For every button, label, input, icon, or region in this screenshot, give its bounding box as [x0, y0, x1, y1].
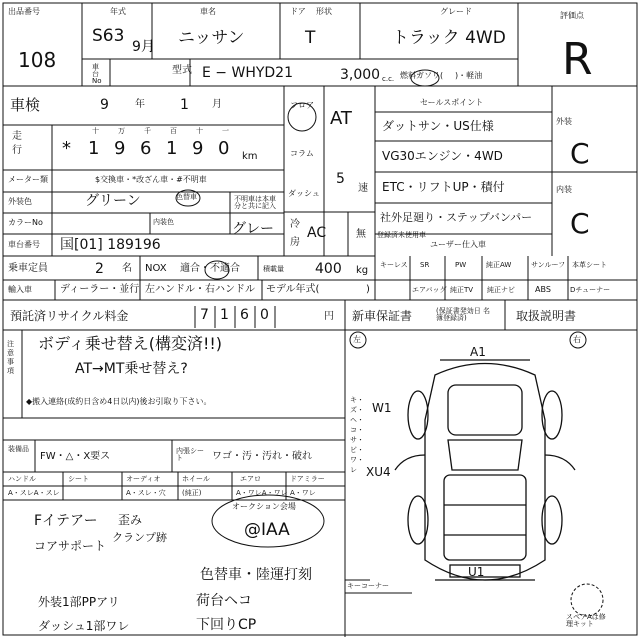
interior-value: グレー	[232, 221, 274, 237]
reg-value: 国[01] 189196	[60, 237, 161, 253]
equip-handle: ハンドル	[8, 475, 36, 483]
meter-text: $交換車・*改ざん車・#不明車	[95, 175, 207, 184]
ext-grade-label: 外装	[556, 117, 572, 126]
equip-label: 装備品	[8, 445, 29, 453]
shift-floor: フロア	[290, 101, 314, 110]
equip-cond: ワゴ・汚・汚れ・破れ	[212, 451, 312, 462]
notes-notice: ◆搬入連絡(成約日含め4日以内)後お引取り下さい。	[26, 397, 212, 406]
aircon-none: 無	[356, 229, 366, 240]
inspector-line-3: 外装1部PPアリ	[38, 595, 120, 609]
recycle-label: 預託済リサイクル料金	[10, 309, 129, 323]
option-sr: SR	[420, 261, 430, 269]
shaken-year-unit: 年	[135, 99, 145, 110]
option-dtuner: Dチューナー	[570, 286, 611, 294]
diagram-left-label: 左	[353, 335, 361, 344]
stamp-body: @IAA	[244, 520, 290, 540]
chassis-label: 車台No	[92, 63, 102, 85]
inspector-mid-2: 荷台ヘコ	[196, 593, 252, 609]
import-dealer: ディーラー・並行	[60, 284, 140, 295]
capacity-unit: 名	[122, 263, 132, 274]
model-value: E − WHYD21	[202, 65, 293, 81]
cc-unit: c.c.	[382, 75, 395, 83]
stamp-title: オークション会場	[232, 502, 296, 511]
exterior-label: 外装色	[8, 197, 32, 206]
recycle-digit-1: 7	[200, 307, 209, 323]
shaken-month-unit: 月	[212, 99, 222, 110]
option-leather: 本革シート	[572, 261, 607, 269]
import-model-year: モデル年式(	[266, 284, 320, 295]
inspector-mid-3: 下回りCP	[196, 617, 257, 633]
recycle-unit: 円	[324, 311, 334, 322]
capacity-value: 2	[95, 261, 104, 277]
grade-value: トラック 4WD	[392, 28, 506, 48]
sales-title: セールスポイント	[420, 98, 484, 107]
shift-gears: 5	[336, 171, 345, 187]
option-keyless: キーレス	[380, 261, 408, 269]
recycle-digit-3: 6	[240, 307, 249, 323]
diagram-spare: スペアAは修理キット	[566, 613, 606, 628]
aircon-label1: 冷	[290, 219, 300, 230]
equip-aero: エアロ	[240, 475, 261, 483]
equip-seat-label: 内張シート	[176, 447, 204, 462]
diagram-right-label: 右	[573, 335, 581, 344]
color-no-label: カラーNo	[8, 218, 43, 227]
mileage-unit-top: 百	[170, 127, 177, 135]
exterior-value: グリーン	[85, 193, 141, 209]
shift-type: AT	[330, 108, 352, 129]
equip-row3-1: A・スレA・スレ	[8, 489, 60, 497]
fuel-tail: )・軽油	[455, 71, 483, 80]
mileage-unit-top: 十	[92, 127, 99, 135]
mileage-digit: 1	[166, 138, 178, 159]
option-tv: 純正TV	[450, 286, 474, 294]
equip-audio: オーディオ	[126, 475, 161, 483]
option-airbag: エアバッグ	[412, 286, 447, 294]
nox-fit: 適合・不適合	[180, 263, 240, 274]
warranty-label: 新車保証書	[352, 309, 413, 323]
import-model-year-end: )	[366, 284, 370, 295]
shift-column: コラム	[290, 149, 314, 158]
shaken-year: 9	[100, 97, 109, 113]
mileage-unit-top: 万	[118, 127, 125, 135]
warranty-note: (保証書発効日 名簿登録済)	[436, 307, 490, 322]
aircon-value: AC	[307, 225, 327, 241]
equip-items: FW・△・X要ス	[40, 451, 111, 462]
equip-row3-3: (純正)	[182, 489, 202, 497]
mileage-digit: 6	[140, 138, 152, 159]
fuel-label: 燃料	[400, 71, 416, 80]
equip-row3-2: A・スレ・穴	[126, 489, 166, 497]
mileage-digit: 0	[218, 138, 230, 159]
maker-label: 車名	[200, 7, 216, 16]
notes-side-label: 注意事項	[7, 340, 14, 375]
diagram-mark-xu4: XU4	[366, 465, 391, 479]
shift-dash: ダッシュ	[288, 189, 320, 198]
mileage-unit-top: 十	[196, 127, 203, 135]
notes-line-1: ボディ乗せ替え(構変済!!)	[38, 334, 223, 353]
mileage-unit-top: 千	[144, 127, 151, 135]
sales-point-2: VG30エンジン・4WD	[382, 149, 503, 163]
option-navi: 純正ナビ	[487, 286, 515, 294]
month-value: 9月	[132, 39, 155, 55]
maker-value: ニッサン	[178, 28, 245, 48]
recycle-digit-2: 1	[220, 307, 229, 323]
exterior-note: 色替車	[176, 193, 197, 201]
mileage-digit: 9	[114, 138, 126, 159]
exterior-note2: 不明車は本車分と共に記入	[234, 195, 276, 210]
option-pw: PW	[455, 261, 467, 269]
inspector-line-2: コアサポート	[34, 539, 107, 553]
int-grade-value: C	[570, 207, 590, 240]
diagram-side-text: キ・ズ・ヘ・コ・サ・ビ・ワ・レ	[350, 396, 364, 474]
int-grade-label: 内装	[556, 185, 572, 194]
option-aw: 純正AW	[486, 261, 512, 269]
option-abs: ABS	[535, 285, 551, 294]
inspector-line-1: Fイテアー	[34, 513, 98, 529]
import-hand: 左ハンドル・右ハンドル	[145, 284, 255, 295]
mileage-digit: 9	[192, 138, 204, 159]
shape-label: 形状	[316, 7, 332, 16]
capacity-label: 乗車定員	[8, 263, 48, 274]
shift-speed-unit: 速	[358, 183, 368, 194]
diagram-top-mark: A1	[470, 345, 486, 359]
option-sunroof: サンルーフ	[531, 261, 566, 269]
sales-point-4: 社外足廻り・ステップバンパー	[380, 211, 533, 224]
equip-mirror: ドアミラー	[290, 475, 325, 483]
ext-grade-value: C	[570, 137, 590, 170]
shaken-label: 車検	[10, 96, 41, 114]
mileage-digit: 1	[88, 138, 100, 159]
doors-label: ドア	[290, 7, 306, 16]
inspector-sub-1: 歪み	[118, 513, 143, 527]
mileage-digit: *	[62, 138, 71, 159]
sales-side-1: 登録済未使用車	[377, 231, 426, 239]
score-label: 評価点	[560, 11, 584, 20]
mileage-unit-top: 一	[222, 127, 229, 135]
load-label: 積載量	[263, 265, 284, 273]
shape-value: T	[305, 28, 316, 48]
notes-line-2: AT→MT乗せ替え?	[75, 361, 188, 377]
manual-label: 取扱説明書	[516, 309, 577, 323]
import-label: 輸入車	[8, 285, 32, 294]
lot-label: 出品番号	[8, 7, 40, 16]
model-label: 型式	[172, 65, 192, 76]
diagram-mark-w1: W1	[372, 401, 392, 415]
year-value: S63	[92, 26, 125, 46]
nox-label: NOX	[145, 263, 167, 274]
sales-point-3: ETC・リフトUP・積付	[382, 180, 505, 194]
shaken-month: 1	[180, 97, 189, 113]
equip-row3-5: A・ワレ	[290, 489, 316, 497]
interior-label: 内装色	[153, 218, 174, 226]
lot-number: 108	[18, 48, 57, 72]
load-value: 400	[315, 261, 342, 277]
year-label: 年式	[110, 7, 126, 16]
equip-wheel: ホイール	[182, 475, 210, 483]
equip-seat: シート	[68, 475, 89, 483]
sales-point-1: ダットサン・US仕様	[382, 119, 494, 133]
mileage-unit: km	[242, 151, 258, 162]
sales-user: ユーザー仕入車	[430, 240, 486, 249]
fuel-value: ガソリ(	[416, 71, 444, 80]
inspector-sub-2: クランプ跡	[112, 531, 167, 544]
inspector-line-4: ダッシュ1部ワレ	[38, 619, 130, 633]
meter-label: メーター類	[8, 175, 48, 184]
grade-label: グレード	[440, 7, 472, 16]
diagram-front-label: キーコーナー	[347, 582, 389, 590]
load-unit: kg	[356, 265, 369, 276]
score-value: R	[562, 34, 593, 85]
aircon-label2: 房	[290, 237, 300, 248]
diagram-bottom-mark: U1	[468, 565, 485, 579]
cc-value: 3,000	[340, 67, 381, 83]
equip-row3-4: A・ワレA・ワレ	[236, 489, 288, 497]
mileage-label: 走行	[12, 131, 22, 156]
inspector-mid-1: 色替車・陸運打刻	[200, 567, 312, 583]
recycle-digit-4: 0	[260, 307, 269, 323]
reg-label: 車台番号	[8, 240, 40, 249]
